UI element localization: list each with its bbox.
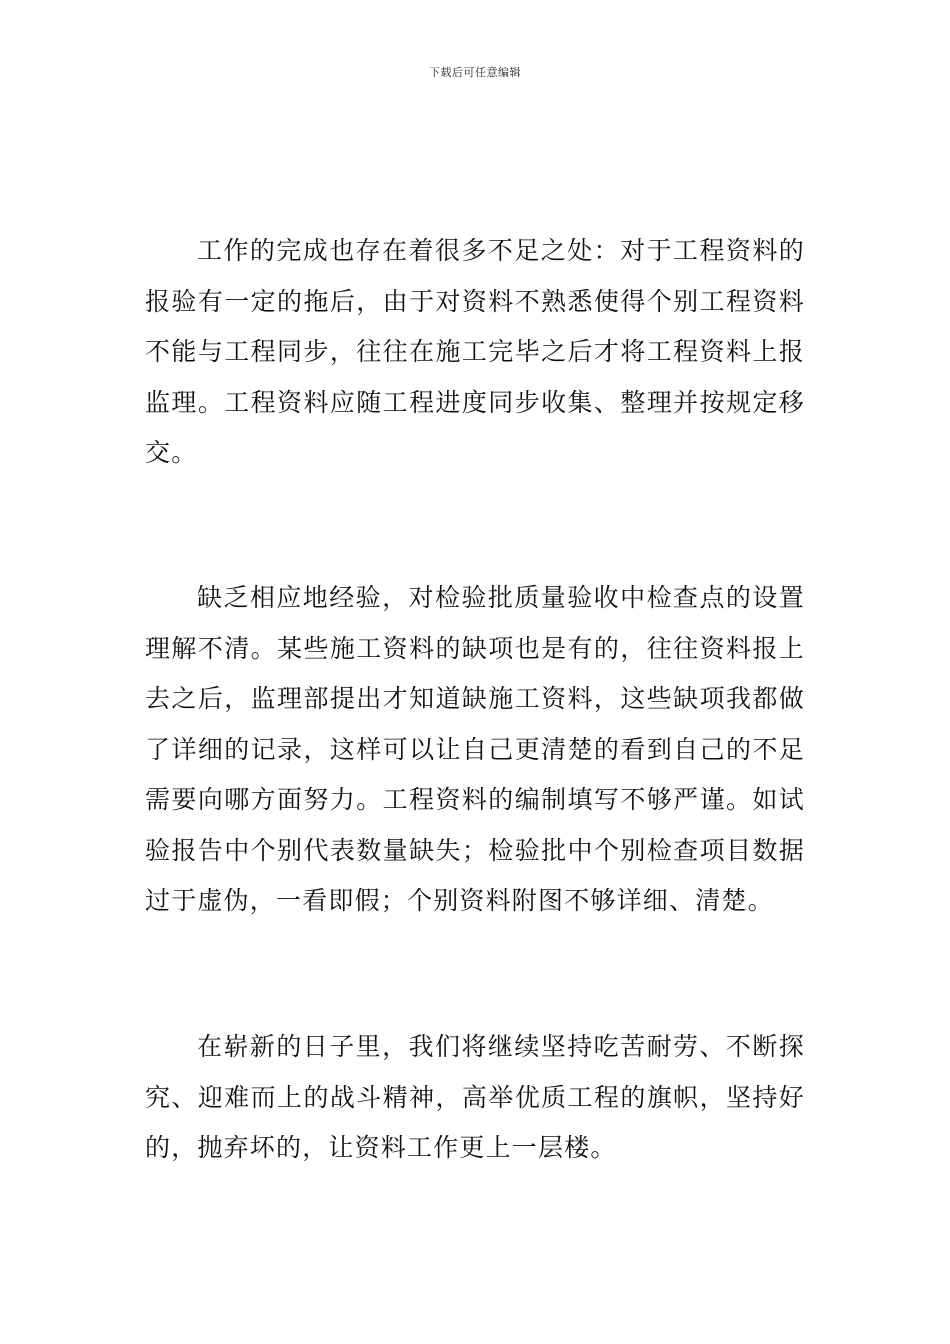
paragraph-future-goals: 在崭新的日子里，我们将继续坚持吃苦耐劳、不断探究、迎难而上的战斗精神，高举优质工程的旗帜，坚持好的，抛弃坏的，让资料工作更上一层楼。 xyxy=(145,1032,805,1162)
paragraph-lack-of-experience: 缺乏相应地经验，对检验批质量验收中检查点的设置理解不清。某些施工资料的缺项也是有的，往往资料报上去之后，监理部提出才知道缺施工资料，这些缺项我都做了详细的记录，这样可以让自己更清楚的看到自己的不足需要向哪方面努力。工程资料的编制填写不够严谨。如试验报告中个别代表数量缺失；检验批中个别检查项目数据过于虚伪，一看即假；个别资料附图不够详细、清楚。 xyxy=(145,583,805,915)
page-header: 下载后可任意编辑 xyxy=(429,66,521,79)
paragraph-shortcomings: 工作的完成也存在着很多不足之处：对于工程资料的报验有一定的拖后，由于对资料不熟悉使得个别工程资料不能与工程同步，往往在施工完毕之后才将工程资料上报监理。工程资料应随工程进度同步收集、整理并按规定移交。 xyxy=(145,236,805,467)
